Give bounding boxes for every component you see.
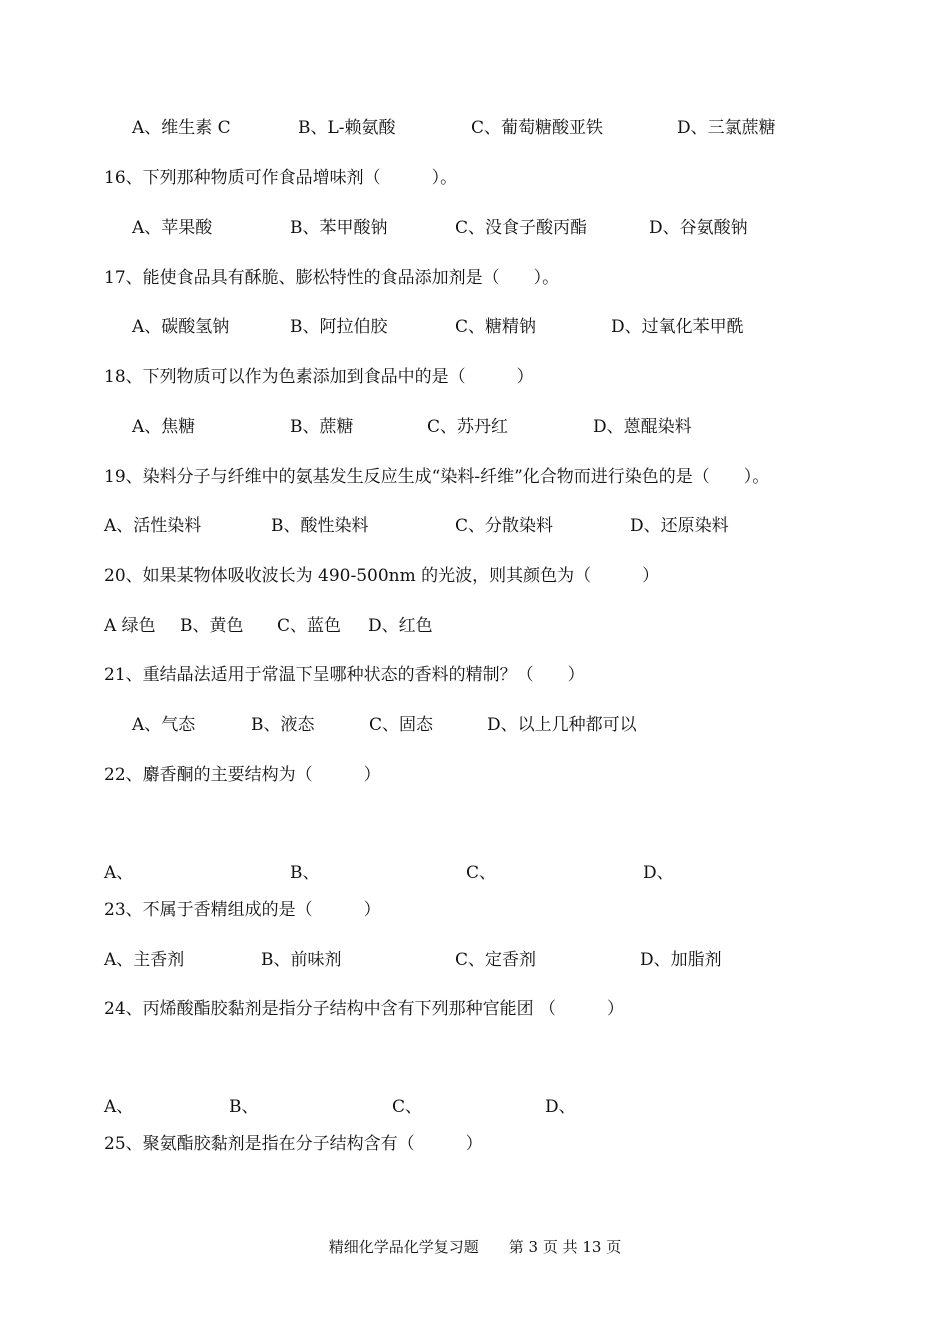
q23-option-b: B、前味剂 bbox=[261, 950, 342, 970]
q17-option-d: D、过氧化苯甲酰 bbox=[611, 317, 744, 337]
q15-option-c: C、葡萄糖酸亚铁 bbox=[471, 118, 604, 138]
q15-option-d: D、三氯蔗糖 bbox=[677, 118, 776, 138]
q20-option-c: C、蓝色 bbox=[277, 616, 342, 636]
q21-option-b: B、液态 bbox=[251, 715, 315, 735]
q24-option-d: D、 bbox=[545, 1097, 576, 1117]
q18-option-a: A、焦糖 bbox=[132, 417, 196, 437]
q17-option-c: C、糖精钠 bbox=[455, 317, 537, 337]
q24-option-a: A、 bbox=[104, 1097, 134, 1117]
q15-option-b: B、L-赖氨酸 bbox=[298, 118, 396, 138]
q21-option-c: C、固态 bbox=[369, 715, 434, 735]
q23-stem: 23、不属于香精组成的是（ ） bbox=[104, 900, 381, 920]
q21-option-d: D、以上几种都可以 bbox=[487, 715, 637, 735]
q16-option-a: A、苹果酸 bbox=[132, 218, 213, 238]
q17-option-b: B、阿拉伯胶 bbox=[290, 317, 388, 337]
page-footer: 精细化学品化学复习题 第 3 页 共 13 页 bbox=[328, 1238, 622, 1256]
q21-option-a: A、气态 bbox=[132, 715, 196, 735]
q23-option-d: D、加脂剂 bbox=[640, 950, 722, 970]
q19-option-a: A、活性染料 bbox=[104, 516, 202, 536]
q22-option-c: C、 bbox=[466, 863, 497, 883]
q24-stem: 24、丙烯酸酯胶黏剂是指分子结构中含有下列那种官能团 （ ） bbox=[104, 999, 625, 1019]
q18-option-c: C、苏丹红 bbox=[427, 417, 509, 437]
q24-option-c: C、 bbox=[392, 1097, 423, 1117]
q20-option-d: D、红色 bbox=[368, 616, 433, 636]
q22-option-d: D、 bbox=[643, 863, 674, 883]
q16-option-c: C、没食子酸丙酯 bbox=[455, 218, 588, 238]
q23-option-c: C、定香剂 bbox=[455, 950, 537, 970]
q19-option-b: B、酸性染料 bbox=[271, 516, 369, 536]
q22-option-a: A、 bbox=[104, 863, 134, 883]
q16-stem: 16、下列那种物质可作食品增味剂（ ）。 bbox=[104, 168, 458, 188]
q23-option-a: A、主香剂 bbox=[104, 950, 185, 970]
q21-stem: 21、重结晶法适用于常温下呈哪种状态的香料的精制？（ ） bbox=[104, 665, 585, 685]
q17-stem: 17、能使食品具有酥脆、膨松特性的食品添加剂是（ ）。 bbox=[104, 268, 560, 288]
q20-option-a: A 绿色 bbox=[104, 616, 156, 636]
q24-option-b: B、 bbox=[229, 1097, 259, 1117]
q18-stem: 18、下列物质可以作为色素添加到食品中的是（ ） bbox=[104, 367, 534, 387]
q20-option-b: B、黄色 bbox=[180, 616, 244, 636]
q22-option-b: B、 bbox=[290, 863, 320, 883]
q15-option-a: A、维生素 C bbox=[132, 118, 231, 138]
q17-option-a: A、碳酸氢钠 bbox=[132, 317, 230, 337]
q19-option-d: D、还原染料 bbox=[630, 516, 729, 536]
q16-option-d: D、谷氨酸钠 bbox=[649, 218, 748, 238]
q16-option-b: B、苯甲酸钠 bbox=[290, 218, 388, 238]
q20-stem: 20、如果某物体吸收波长为 490-500nm 的光波，则其颜色为（ ） bbox=[104, 566, 660, 586]
q19-stem: 19、染料分子与纤维中的氨基发生反应生成“染料-纤维”化合物而进行染色的是（ ）。 bbox=[104, 467, 770, 487]
q25-stem: 25、聚氨酯胶黏剂是指在分子结构含有（ ） bbox=[104, 1134, 483, 1154]
q19-option-c: C、分散染料 bbox=[455, 516, 554, 536]
q18-option-b: B、蔗糖 bbox=[290, 417, 354, 437]
q18-option-d: D、蒽醌染料 bbox=[593, 417, 692, 437]
q22-stem: 22、麝香酮的主要结构为（ ） bbox=[104, 765, 381, 785]
